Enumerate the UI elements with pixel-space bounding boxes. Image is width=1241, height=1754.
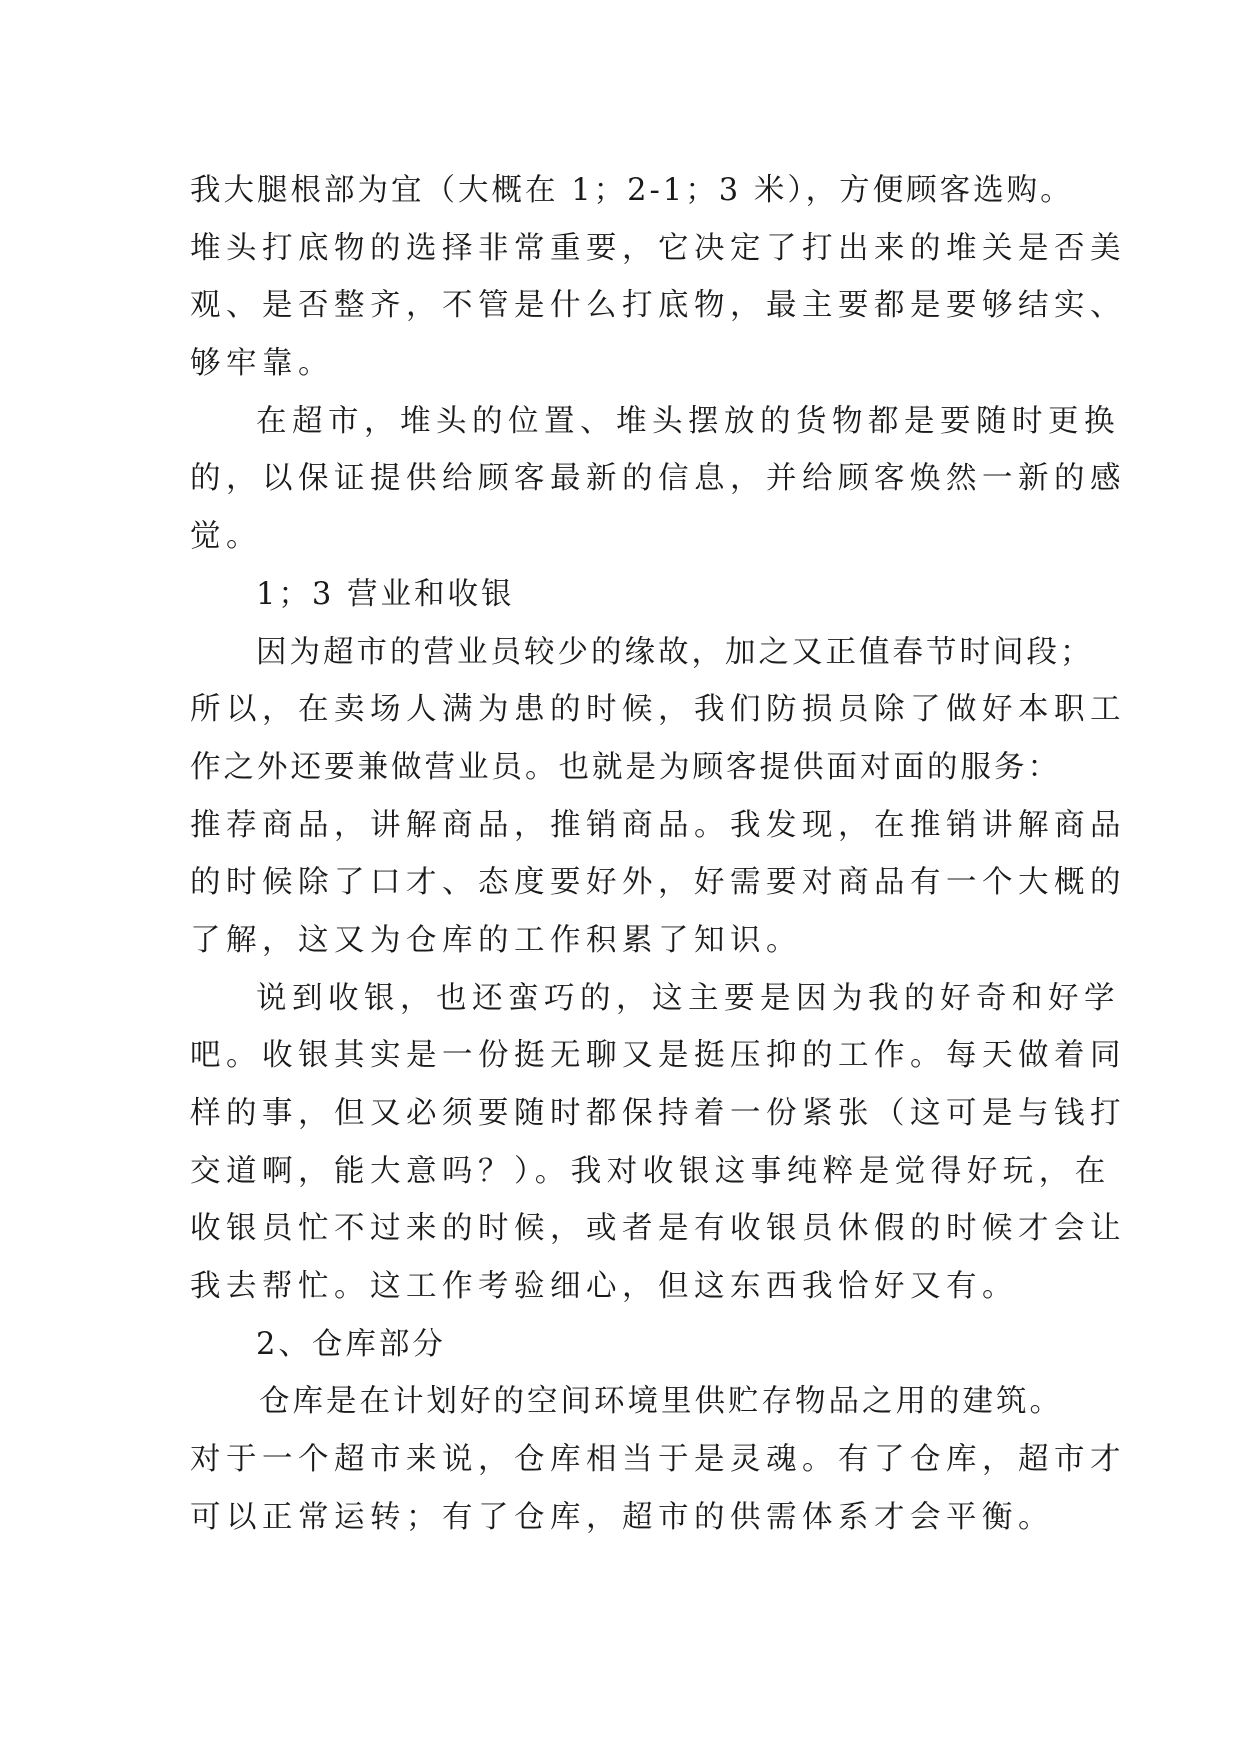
text-line: 在超市，堆头的位置、堆头摆放的货物都是要随时更换 bbox=[256, 403, 1120, 439]
text-line: 我大腿根部为宜（大概在 1；2-1；3 米），方便顾客选购。 bbox=[190, 173, 1074, 208]
text-line: 收银员忙不过来的时候，或者是有收银员休假的时候才会让 bbox=[190, 1211, 1126, 1247]
text-line: 堆头打底物的选择非常重要，它决定了打出来的堆关是否美 bbox=[190, 230, 1126, 266]
text-line: 作之外还要兼做营业员。也就是为顾客提供面对面的服务： bbox=[190, 749, 1061, 785]
text-line: 的时候除了口才、态度要好外，好需要对商品有一个大概的 bbox=[190, 865, 1126, 901]
text-line: 吧。收银其实是一份挺无聊又是挺压抑的工作。每天做着同 bbox=[190, 1038, 1126, 1074]
text-line: 可以正常运转；有了仓库，超市的供需体系才会平衡。 bbox=[190, 1499, 1054, 1535]
text-line: 仓库是在计划好的空间环境里供贮存物品之用的建筑。 bbox=[259, 1384, 1063, 1420]
text-line: 所以，在卖场人满为患的时候，我们防损员除了做好本职工 bbox=[190, 692, 1126, 728]
text-line: 推荐商品，讲解商品，推销商品。我发现，在推销讲解商品 bbox=[190, 807, 1126, 843]
text-line: 对于一个超市来说，仓库相当于是灵魂。有了仓库，超市才 bbox=[190, 1442, 1126, 1478]
text-line: 够牢靠。 bbox=[190, 346, 334, 382]
text-line: 因为超市的营业员较少的缘故，加之又正值春节时间段； bbox=[256, 634, 1094, 670]
text-line: 样的事，但又必须要随时都保持着一份紧张（这可是与钱打 bbox=[190, 1096, 1126, 1131]
text-line: 交道啊，能大意吗？）。我对收银这事纯粹是觉得好玩，在 bbox=[190, 1153, 1111, 1189]
text-line: 的，以保证提供给顾客最新的信息，并给顾客焕然一新的感 bbox=[190, 461, 1126, 497]
text-line: 觉。 bbox=[190, 519, 262, 555]
text-line: 1；3 营业和收银 bbox=[256, 576, 515, 612]
text-line: 说到收银，也还蛮巧的，这主要是因为我的好奇和好学 bbox=[256, 980, 1120, 1016]
text-line: 了解，这又为仓库的工作积累了知识。 bbox=[190, 922, 802, 958]
text-line: 观、是否整齐，不管是什么打底物，最主要都是要够结实、 bbox=[190, 288, 1126, 324]
body-text bbox=[190, 162, 1126, 1547]
text-line: 我去帮忙。这工作考验细心，但这东西我恰好又有。 bbox=[190, 1269, 1018, 1305]
text-line: 2、仓库部分 bbox=[256, 1326, 446, 1362]
